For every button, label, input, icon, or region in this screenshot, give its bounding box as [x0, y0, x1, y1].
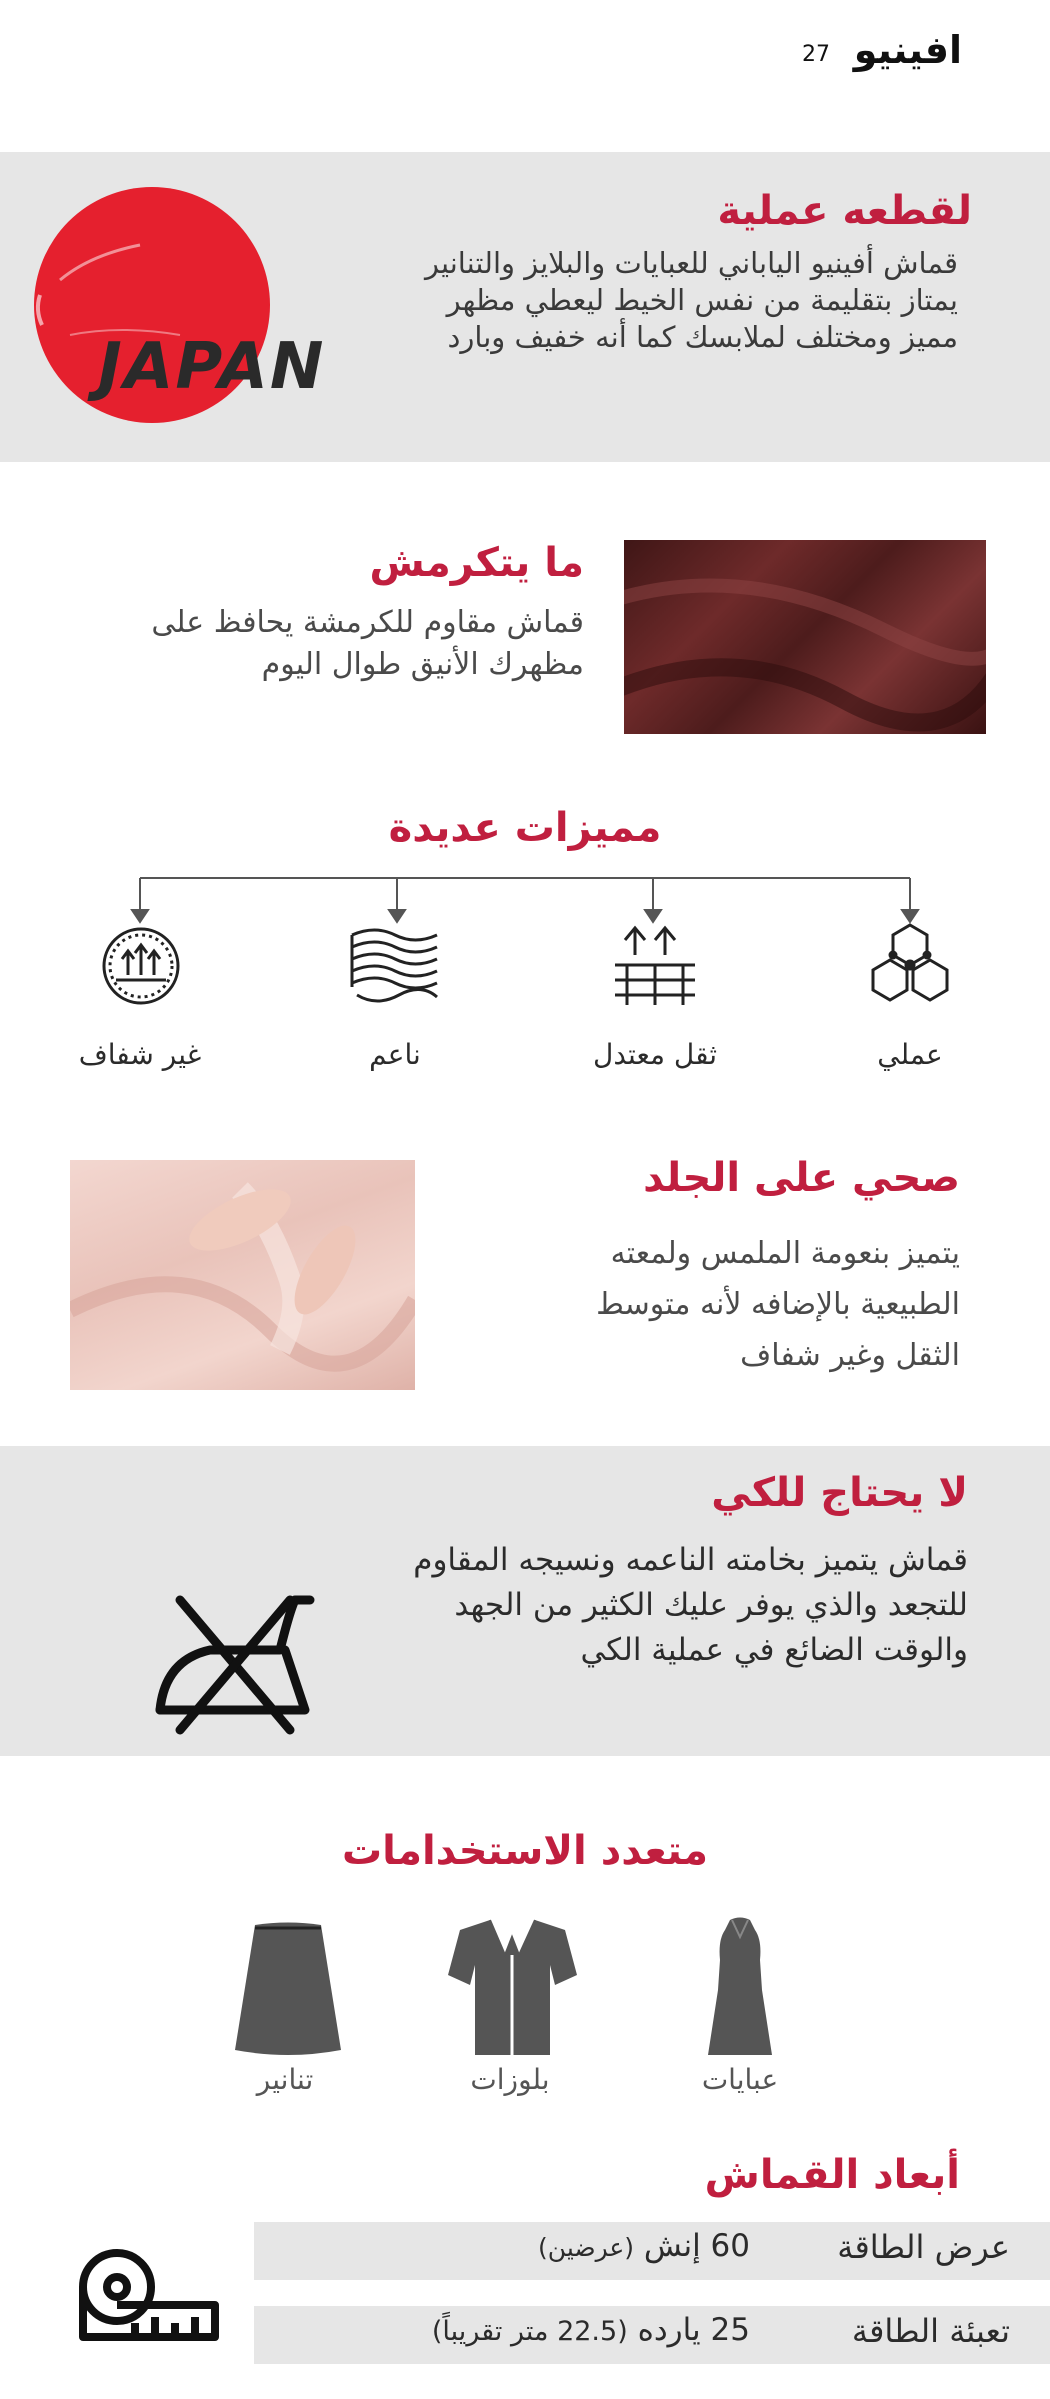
usage-label: عبايات — [701, 2063, 779, 2096]
no-iron-icon — [140, 1590, 320, 1740]
intro-text — [278, 245, 958, 356]
abaya-icon — [700, 1915, 780, 2060]
feature-item — [800, 920, 1020, 1090]
page-header — [780, 28, 980, 78]
weight-arrows-icon — [605, 920, 705, 1010]
features-connector — [0, 868, 1050, 928]
japan-logo — [30, 185, 326, 430]
blouse-icon — [445, 1915, 580, 2060]
feature-item — [30, 920, 250, 1090]
molecule-icon — [860, 920, 960, 1010]
dimension-amount: 60 إنش — [643, 2228, 750, 2264]
breathable-circle-icon — [100, 925, 182, 1007]
dimension-note: (22.5 متر تقريباً) — [431, 2316, 628, 2347]
dimension-label: عرض الطاقة — [837, 2228, 1010, 2266]
brand-title: افينيو — [853, 28, 962, 72]
japan-logo-text: JAPAN — [98, 330, 326, 404]
feature-label: ناعم — [369, 1038, 421, 1071]
feature-label: ثقل معتدل — [592, 1038, 718, 1071]
dimension-label: تعبئة الطاقة — [851, 2312, 1010, 2350]
usage-item — [185, 1915, 385, 2115]
ironing-heading: لا يحتاج للكي — [711, 1470, 968, 1516]
feature-label: عملي — [877, 1038, 943, 1071]
skin-line: يتميز بنعومة الملمس ولمعته — [610, 1236, 960, 1271]
measuring-tape-icon — [75, 2245, 220, 2345]
dimension-amount: 25 يارده — [637, 2312, 750, 2348]
dimension-row — [254, 2222, 1050, 2280]
wrinkle-line: مظهرك الأنيق طوال اليوم — [261, 647, 584, 682]
satin-fabric-image — [624, 540, 986, 734]
intro-line: مميز ومختلف لملابسك كما أنه خفيف وبارد — [447, 320, 958, 354]
fabric-layers-icon — [347, 925, 443, 1010]
feature-item — [285, 920, 505, 1090]
intro-line: قماش أفينيو الياباني للعبايات والبلايز والتنانير — [424, 246, 958, 280]
skin-line: الثقل وغير شفاف — [740, 1338, 960, 1373]
wrinkle-text — [64, 602, 584, 686]
feature-label: غير شفاف — [78, 1038, 202, 1071]
usage-label: تنانير — [256, 2063, 314, 2096]
intro-line: يمتاز بتقليمة من نفس الخيط ليعطي مظهر — [446, 283, 958, 317]
dimension-row — [254, 2306, 1050, 2364]
usage-label: بلوزات — [470, 2063, 550, 2096]
page-number: 27 — [802, 42, 830, 67]
skin-text — [480, 1228, 960, 1381]
wrinkle-line: قماش مقاوم للكرمشة يحافظ على — [151, 605, 584, 640]
skin-heading: صحي على الجلد — [643, 1155, 960, 1201]
skirt-icon — [233, 1920, 343, 2060]
wrinkle-heading: ما يتكرمش — [369, 540, 584, 586]
usages-heading: متعدد الاستخدامات — [341, 1828, 708, 1874]
pink-fabric-image — [70, 1160, 415, 1390]
dimension-value — [432, 2312, 750, 2348]
ironing-line: للتجعد والذي يوفر عليك الكثير من الجهد — [454, 1587, 968, 1623]
usage-item — [640, 1915, 840, 2115]
ironing-text — [268, 1538, 968, 1673]
intro-heading: لقطعه عملية — [717, 188, 972, 234]
features-heading: مميزات عديدة — [388, 805, 662, 851]
dimension-note: (عرضين) — [538, 2233, 635, 2262]
ironing-line: والوقت الضائع في عملية الكي — [580, 1632, 968, 1668]
usage-item — [410, 1915, 610, 2115]
skin-line: الطبيعية بالإضافه لأنه متوسط — [596, 1287, 960, 1322]
feature-item — [545, 920, 765, 1090]
ironing-line: قماش يتميز بخامته الناعمه ونسيجه المقاوم — [413, 1542, 968, 1578]
dimension-value — [538, 2228, 750, 2264]
dimensions-heading: أبعاد القماش — [704, 2152, 960, 2198]
